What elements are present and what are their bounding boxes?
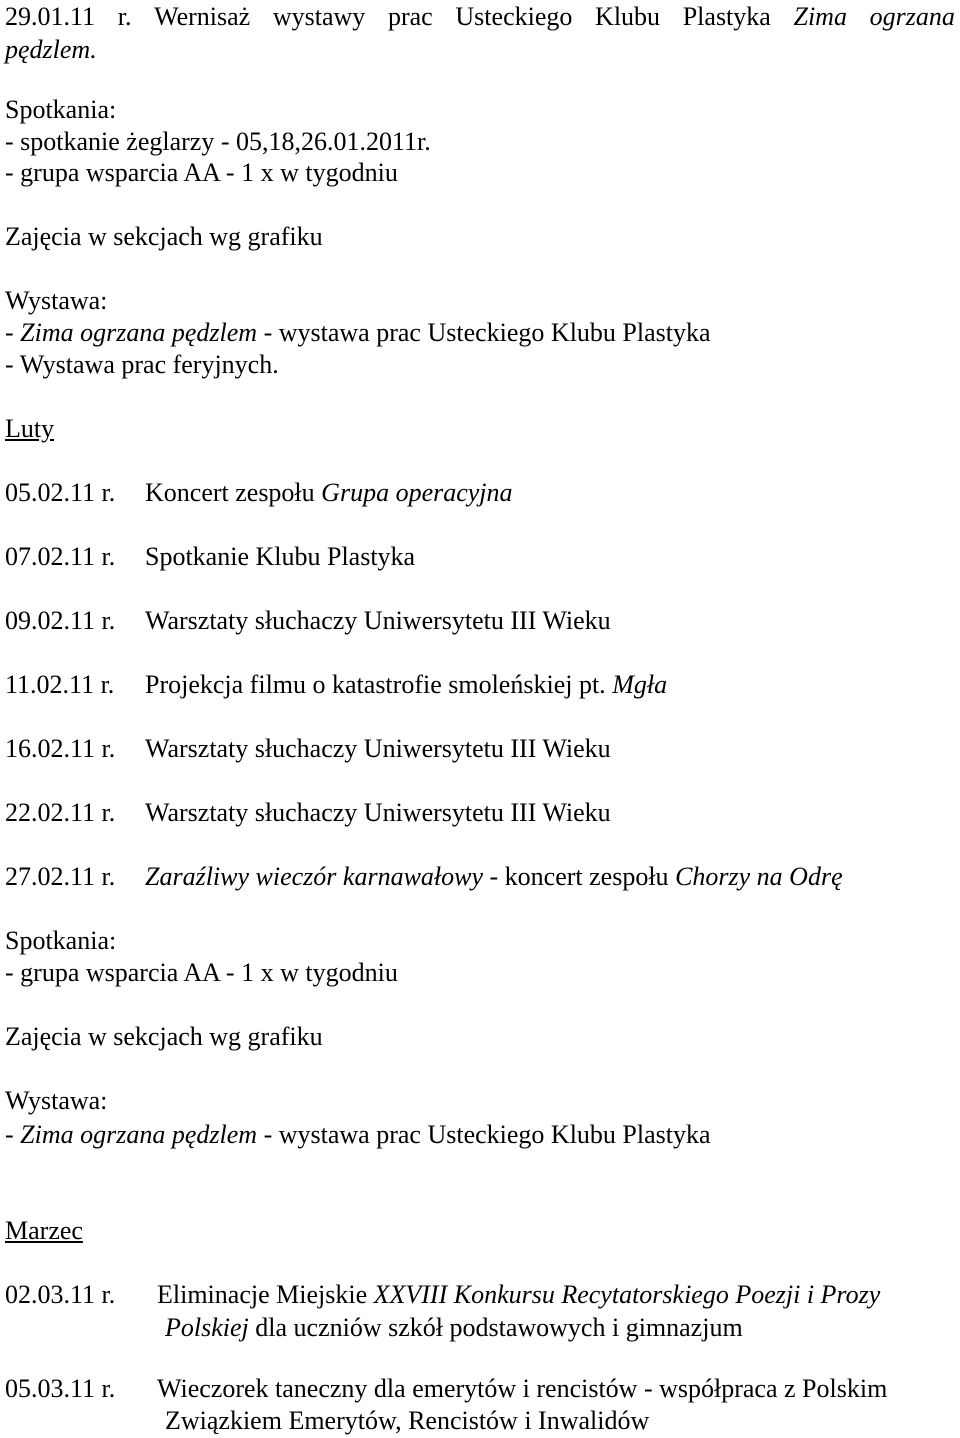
event-row: 07.02.11 r. Spotkanie Klubu Plastyka bbox=[5, 542, 416, 571]
exhibition-heading: Wystawa: bbox=[5, 1086, 108, 1115]
exhibition-heading: Wystawa: bbox=[5, 286, 108, 315]
month-heading-march: Marzec bbox=[5, 1216, 83, 1245]
exhibition-item: - Zima ogrzana pędzlem - wystawa prac Usteckiego Klubu Plastyka bbox=[5, 1120, 711, 1149]
event-date: 07.02.11 r. bbox=[5, 542, 116, 571]
meeting-item: - grupa wsparcia AA - 1 x w tygodniu bbox=[5, 958, 398, 987]
event-date: 05.03.11 r. bbox=[5, 1374, 116, 1403]
event-date: 27.02.11 r. bbox=[5, 862, 116, 891]
event-row: 16.02.11 r. Warsztaty słuchaczy Uniwersytetu III Wieku bbox=[5, 734, 611, 763]
event-row: 05.03.11 r. Wieczorek taneczny dla emerytów i rencistów - współpraca z Polskim bbox=[5, 1374, 888, 1403]
meetings-heading: Spotkania: bbox=[5, 926, 117, 955]
event-row: 22.02.11 r. Warsztaty słuchaczy Uniwersytetu III Wieku bbox=[5, 798, 611, 827]
meeting-item: - grupa wsparcia AA - 1 x w tygodniu bbox=[5, 158, 398, 187]
event-date: 16.02.11 r. bbox=[5, 734, 116, 763]
event-date: 22.02.11 r. bbox=[5, 798, 116, 827]
meetings-heading: Spotkania: bbox=[5, 95, 117, 124]
classes-note: Zajęcia w sekcjach wg grafiku bbox=[5, 222, 323, 251]
meeting-item: - spotkanie żeglarzy - 05,18,26.01.2011r. bbox=[5, 127, 431, 156]
event-date: 05.02.11 r. bbox=[5, 478, 116, 507]
event-date: 09.02.11 r. bbox=[5, 606, 116, 635]
event-date: 29.01.11 bbox=[5, 2, 96, 31]
event-row: 27.02.11 r. Zaraźliwy wieczór karnawałowy - koncert zespołu Chorzy na Odrę bbox=[5, 862, 843, 891]
event-date: 11.02.11 r. bbox=[5, 670, 115, 699]
month-heading-february: Luty bbox=[5, 414, 55, 443]
classes-note: Zajęcia w sekcjach wg grafiku bbox=[5, 1022, 323, 1051]
event-row: 11.02.11 r. Projekcja filmu o katastrofie smoleńskiej pt. Mgła bbox=[5, 670, 668, 699]
event-row: 09.02.11 r. Warsztaty słuchaczy Uniwersytetu III Wieku bbox=[5, 606, 611, 635]
jan-event-line: 29.01.11 r. Wernisaż wystawy prac Usteckiego Klubu Plastyka Zima ogrzana bbox=[5, 2, 955, 31]
event-date: 02.03.11 r. bbox=[5, 1280, 116, 1309]
event-row: 02.03.11 r. Eliminacje Miejskie XXVIII Konkursu Recytatorskiego Poezji i Prozy bbox=[5, 1280, 881, 1309]
event-row-cont: Związkiem Emerytów, Rencistów i Inwalidów bbox=[165, 1406, 650, 1435]
exhibition-item: - Zima ogrzana pędzlem - wystawa prac Usteckiego Klubu Plastyka bbox=[5, 318, 711, 347]
jan-event-line-cont: pędzlem. bbox=[5, 35, 97, 64]
exhibition-item: - Wystawa prac feryjnych. bbox=[5, 350, 279, 379]
event-row: 05.02.11 r. Koncert zespołu Grupa operacyjna bbox=[5, 478, 513, 507]
event-row-cont: Polskiej dla uczniów szkół podstawowych i gimnazjum bbox=[165, 1313, 743, 1342]
